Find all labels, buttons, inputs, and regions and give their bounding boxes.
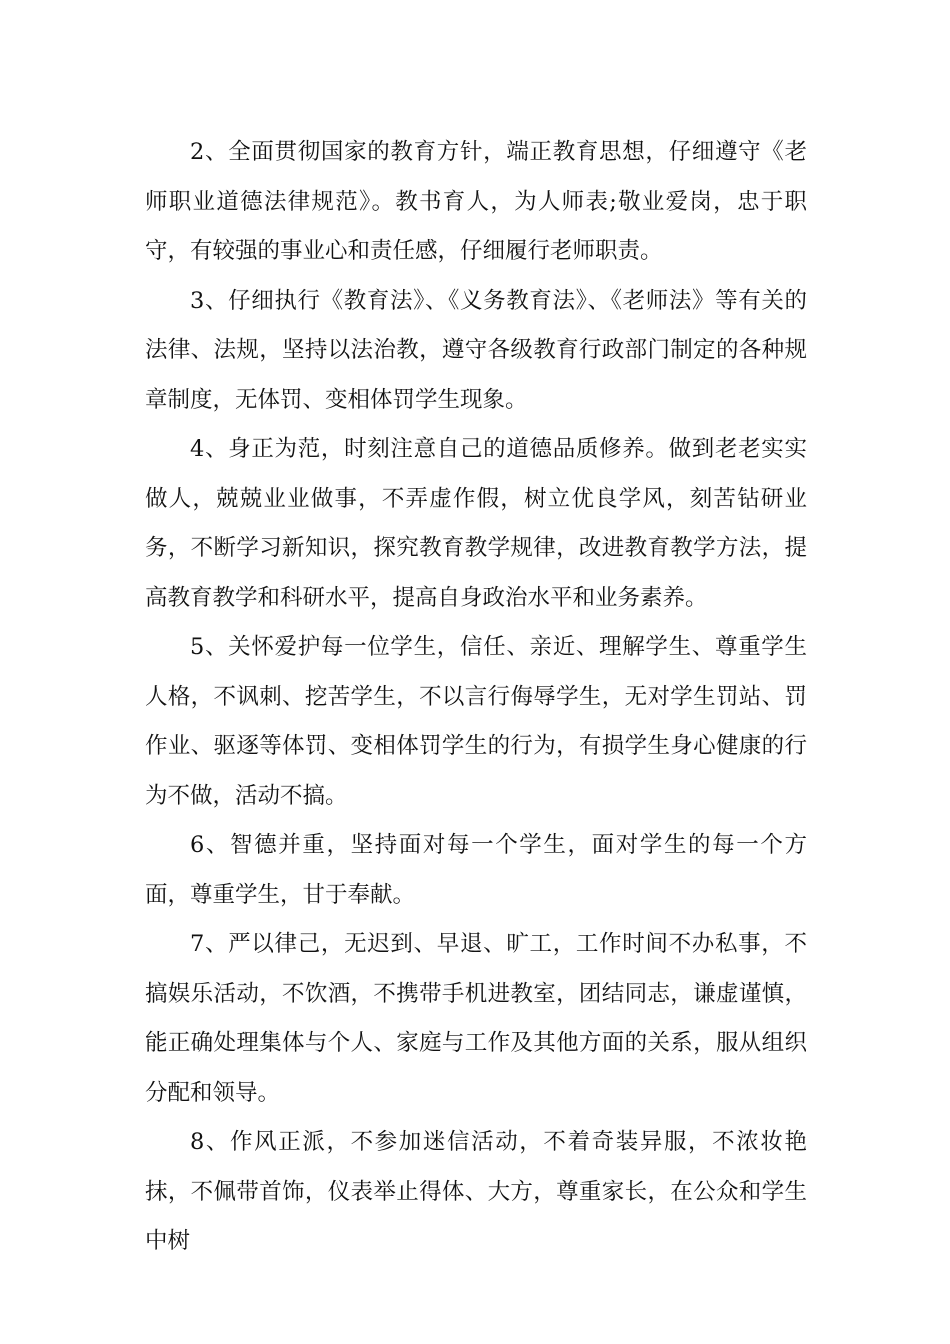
paragraph-item-5: 5、关怀爱护每一位学生，信任、亲近、理解学生、尊重学生人格，不讽刺、挖苦学生，不以言行侮辱学生，无对学生罚站、罚作业、驱逐等体罚、变相体罚学生的行为，有损学生身心健康的行为不做，活动不搞。 [145, 634, 807, 809]
paragraph-item-8: 8、作风正派，不参加迷信活动，不着奇装异服，不浓妆艳抹，不佩带首饰，仪表举止得体、大方，尊重家长，在公众和学生中树 [145, 1129, 807, 1254]
paragraph-item-3: 3、仔细执行《教育法》、《义务教育法》、《老师法》等有关的法律、法规，坚持以法治教，遵守各级教育行政部门制定的各种规章制度，无体罚、变相体罚学生现象。 [145, 287, 807, 413]
paragraph-item-2: 2、全面贯彻国家的教育方针，端正教育思想，仔细遵守《老师职业道德法律规范》。教书育人，为人师表;敬业爱岗，忠于职守，有较强的事业心和责任感，仔细履行老师职责。 [145, 139, 807, 264]
paragraph-item-6: 6、智德并重，坚持面对每一个学生，面对学生的每一个方面，尊重学生，甘于奉献。 [145, 832, 807, 908]
paragraph-item-4: 4、身正为范，时刻注意自己的道德品质修养。做到老老实实做人，兢兢业业做事，不弄虚作假，树立优良学风，刻苦钻研业务，不断学习新知识，探究教育教学规律，改进教育教学方法，提高教育教学和科研水平，提高自身政治水平和业务素养。 [145, 436, 807, 611]
paragraph-item-7: 7、严以律己，无迟到、早退、旷工，工作时间不办私事，不搞娱乐活动，不饮酒，不携带手机进教室，团结同志，谦虚谨慎，能正确处理集体与个人、家庭与工作及其他方面的关系，服从组织分配和领导。 [145, 931, 807, 1106]
document-body [145, 128, 807, 1267]
